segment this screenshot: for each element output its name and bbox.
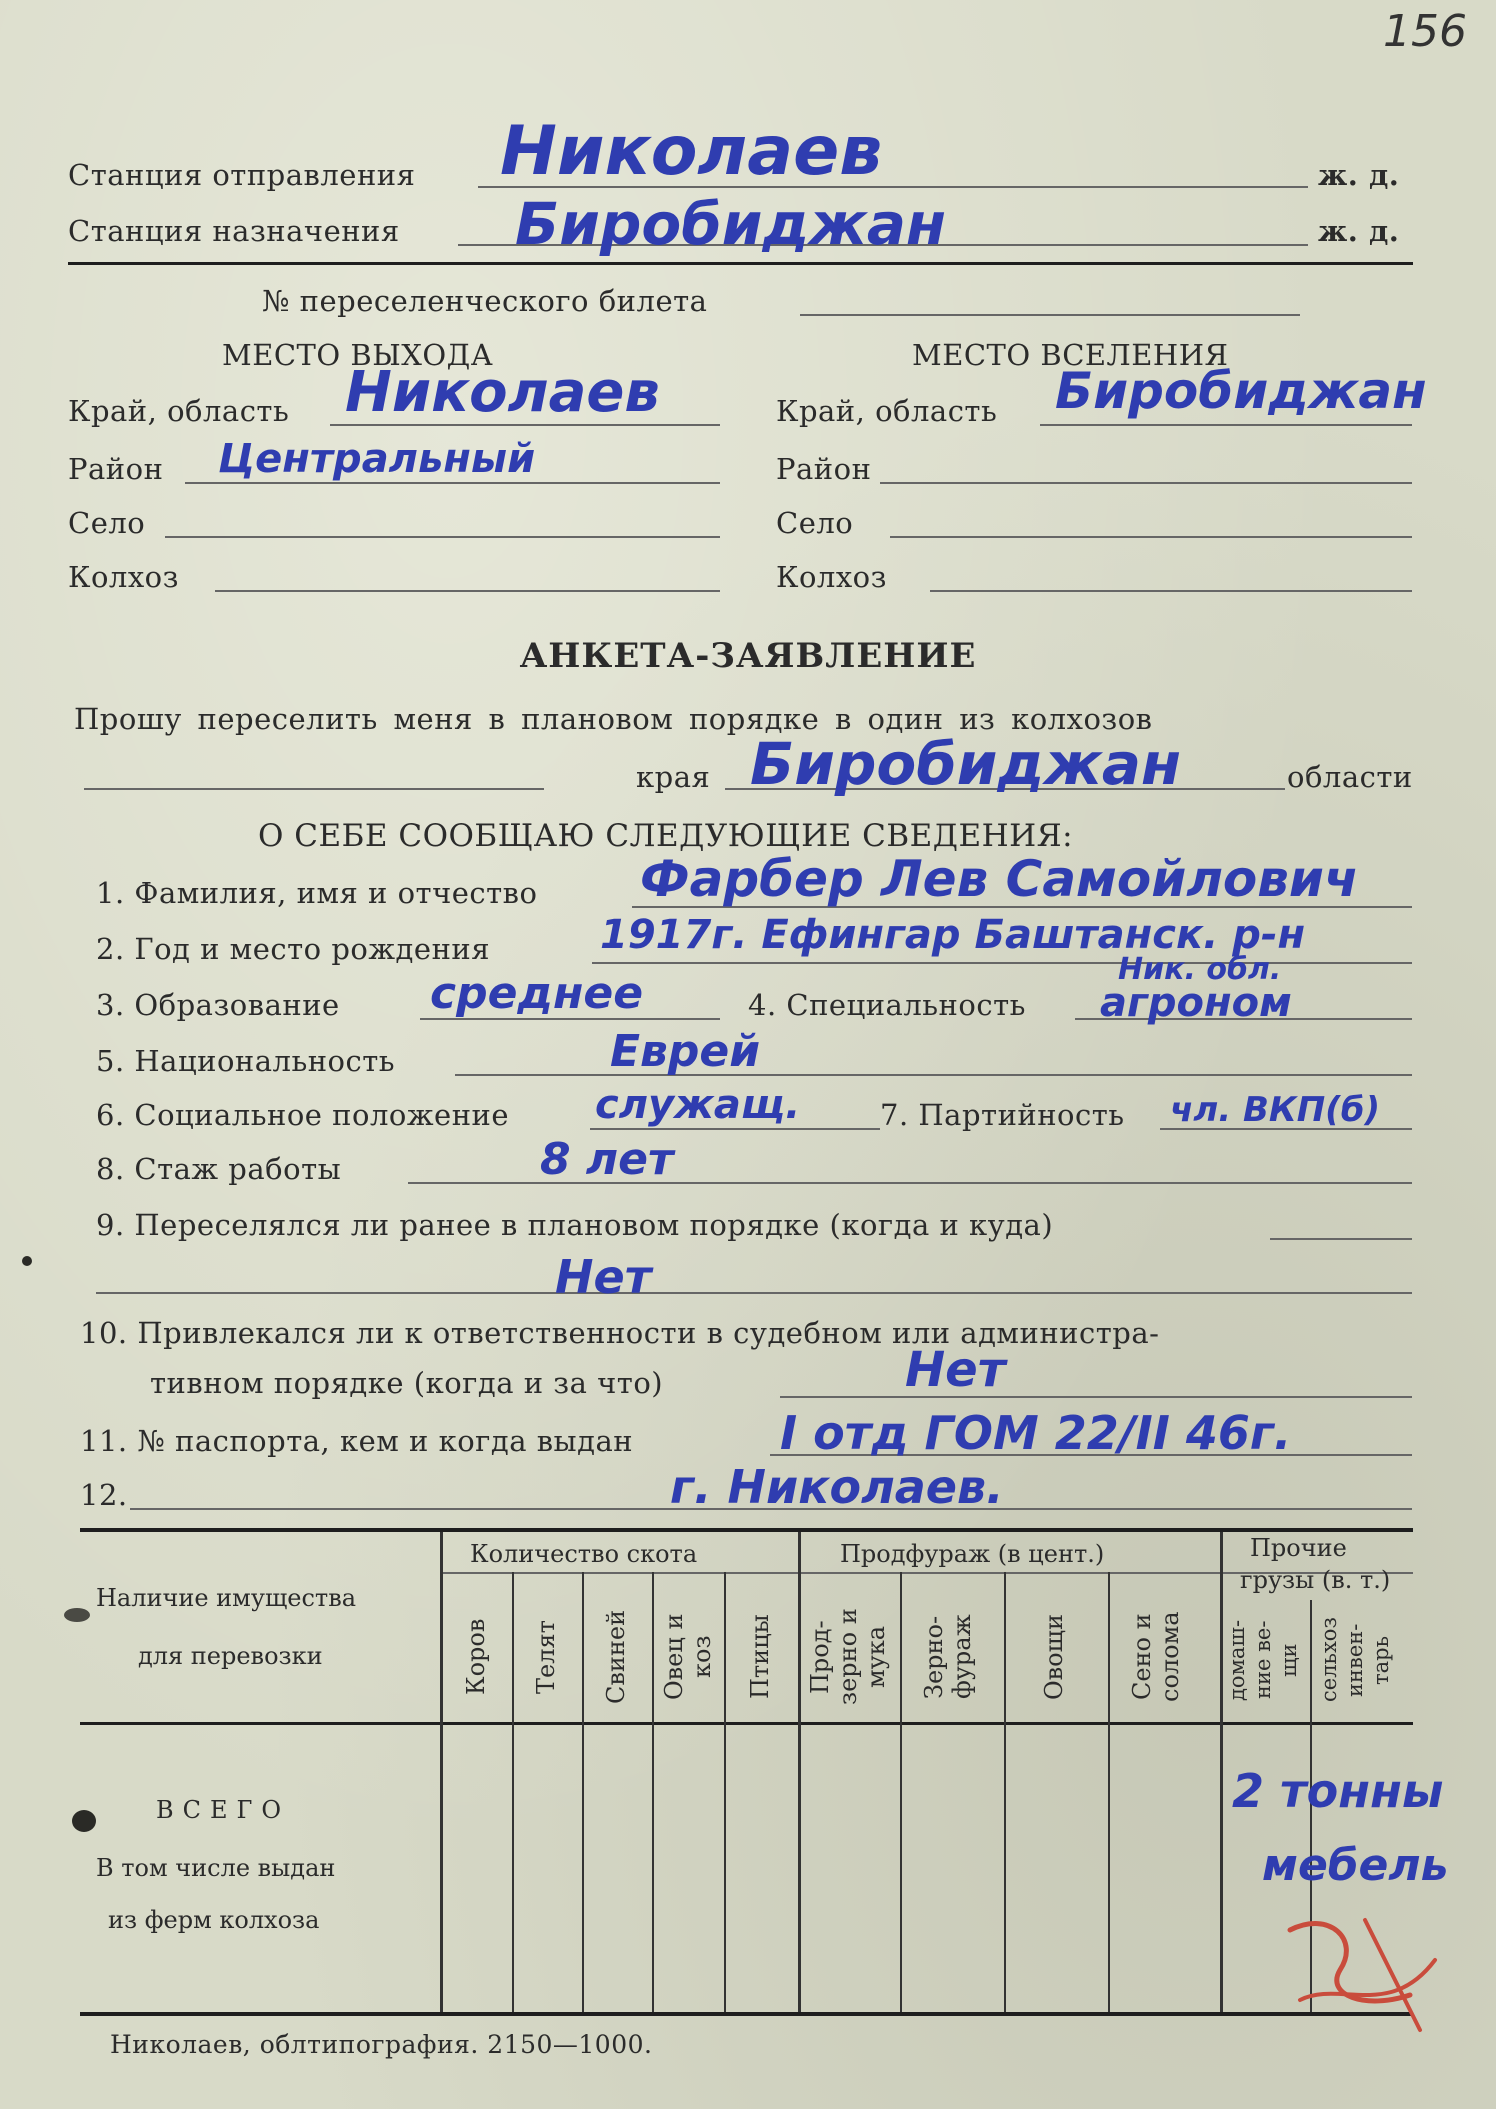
total-label: ВСЕГО bbox=[156, 1796, 291, 1824]
origin-district-value: Центральный bbox=[218, 436, 536, 482]
field-1-label: 1. Фамилия, имя и отчество bbox=[96, 876, 538, 910]
group-fodder: Продфураж (в цент.) bbox=[840, 1540, 1105, 1568]
field-1-value: Фарбер Лев Самойлович bbox=[640, 850, 1359, 908]
destination-station-label: Станция назначения bbox=[68, 214, 400, 248]
included-line-1: В том числе выдан bbox=[96, 1854, 336, 1882]
field-6-line bbox=[590, 1128, 880, 1130]
table-vline bbox=[652, 1572, 654, 2012]
binder-hole bbox=[64, 1608, 90, 1622]
table-vline bbox=[900, 1572, 902, 2012]
group-other-line-1: Прочие bbox=[1250, 1534, 1347, 1562]
request-kray-value: Биробиджан bbox=[750, 730, 1182, 798]
col-cows: Коров bbox=[462, 1618, 490, 1696]
field-9-label: 9. Переселялся ли ранее в плановом порядке (когда и куда) bbox=[96, 1208, 1054, 1242]
table-vline bbox=[1004, 1572, 1006, 2012]
field-10-label-2: тивном порядке (когда и за что) bbox=[150, 1366, 664, 1400]
origin-district-line bbox=[185, 482, 720, 484]
field-2-line bbox=[592, 962, 1412, 964]
row-header-line-2: для перевозки bbox=[138, 1642, 323, 1670]
field-2-value: 1917г. Ефингар Баштанск. р-н bbox=[600, 912, 1306, 958]
field-6-label: 6. Социальное положение bbox=[96, 1098, 510, 1132]
request-oblast-label: области bbox=[1287, 760, 1413, 794]
origin-heading: МЕСТО ВЫХОДА bbox=[222, 338, 494, 372]
home-goods-value-1: 2 тонны bbox=[1232, 1764, 1444, 1818]
field-11-label: 11. № паспорта, кем и когда выдан bbox=[80, 1424, 634, 1458]
col-veg: Овощи bbox=[1040, 1614, 1068, 1700]
top-rule bbox=[68, 262, 1413, 265]
row-header-line-1: Наличие имущества bbox=[96, 1584, 357, 1612]
table-vline bbox=[1220, 1532, 1223, 2012]
destination-station-value: Биробиджан bbox=[515, 190, 947, 258]
field-6-value: служащ. bbox=[595, 1082, 801, 1128]
destination-village-label: Село bbox=[776, 506, 854, 540]
destination-region-line bbox=[1040, 424, 1412, 426]
col-inventory: сельхоз инвен- тарь bbox=[1317, 1617, 1393, 1703]
table-vline bbox=[440, 1532, 443, 2012]
origin-kolkhoz-line bbox=[215, 590, 720, 592]
departure-station-label: Станция отправления bbox=[68, 158, 416, 192]
field-4-value: агроном bbox=[1100, 980, 1292, 1026]
destination-heading: МЕСТО ВСЕЛЕНИЯ bbox=[912, 338, 1229, 372]
col-sheep: Овец и коз bbox=[660, 1613, 716, 1701]
field-2-label: 2. Год и место рождения bbox=[96, 932, 491, 966]
col-home: домаш- ние ве- щи bbox=[1225, 1619, 1301, 1701]
table-top-rule bbox=[80, 1528, 1413, 1532]
binder-hole bbox=[22, 1256, 32, 1266]
field-10-label: 10. Привлекался ли к ответственности в судебном или администра- bbox=[80, 1316, 1160, 1350]
destination-kolkhoz-label: Колхоз bbox=[776, 560, 887, 594]
field-12-label: 12. bbox=[80, 1478, 128, 1512]
home-goods-value-2: мебель bbox=[1262, 1840, 1449, 1891]
destination-region-value: Биробиджан bbox=[1055, 362, 1427, 420]
field-10-line bbox=[780, 1396, 1412, 1398]
field-5-label: 5. Национальность bbox=[96, 1044, 396, 1078]
field-10-value: Нет bbox=[905, 1342, 1006, 1398]
origin-kolkhoz-label: Колхоз bbox=[68, 560, 179, 594]
table-bottom-rule bbox=[80, 2012, 1413, 2016]
binder-hole bbox=[72, 1810, 96, 1832]
field-11-value: I отд ГОМ 22/II 46г. bbox=[780, 1406, 1292, 1460]
ticket-line bbox=[800, 314, 1300, 316]
destination-district-label: Район bbox=[776, 452, 872, 486]
field-12-value: г. Николаев. bbox=[670, 1460, 1004, 1514]
form-title: АНКЕТА-ЗАЯВЛЕНИЕ bbox=[519, 636, 977, 676]
table-vline bbox=[582, 1572, 584, 2012]
table-vline bbox=[798, 1532, 801, 2012]
table-vline bbox=[512, 1572, 514, 2012]
request-kray-label: края bbox=[636, 760, 711, 794]
departure-station-value: Николаев bbox=[500, 112, 883, 191]
origin-region-value: Николаев bbox=[345, 360, 660, 425]
field-9-line-2 bbox=[96, 1292, 1412, 1294]
origin-village-line bbox=[165, 536, 720, 538]
included-line-2: из ферм колхоза bbox=[108, 1906, 320, 1934]
field-7-label: 7. Партийность bbox=[880, 1098, 1125, 1132]
field-8-value: 8 лет bbox=[540, 1134, 674, 1185]
col-calves: Телят bbox=[532, 1620, 560, 1694]
destination-region-label: Край, область bbox=[776, 394, 998, 428]
table-vline bbox=[1108, 1572, 1110, 2012]
red-pencil-mark bbox=[1270, 1900, 1450, 2040]
rail-suffix-1: ж. д. bbox=[1318, 158, 1400, 192]
field-3-label: 3. Образование bbox=[96, 988, 340, 1022]
origin-village-label: Село bbox=[68, 506, 146, 540]
table-vline bbox=[724, 1572, 726, 2012]
field-7-value: чл. ВКП(б) bbox=[1170, 1090, 1380, 1130]
ticket-label: № переселенческого билета bbox=[262, 284, 708, 318]
request-left-line bbox=[84, 788, 544, 790]
group-other-line-2: грузы (в. т.) bbox=[1240, 1566, 1391, 1594]
col-pigs: Свиней bbox=[602, 1609, 630, 1705]
field-5-line bbox=[455, 1074, 1412, 1076]
origin-region-label: Край, область bbox=[68, 394, 290, 428]
field-9-value: Нет bbox=[555, 1250, 652, 1304]
field-4-label: 4. Специальность bbox=[748, 988, 1026, 1022]
destination-district-line bbox=[880, 482, 1412, 484]
field-3-value: среднее bbox=[430, 968, 644, 1019]
table-header-rule bbox=[80, 1722, 1413, 1725]
col-hay: Сено и солома bbox=[1128, 1611, 1184, 1703]
origin-district-label: Район bbox=[68, 452, 164, 486]
col-forage: Зерно- фураж bbox=[920, 1614, 976, 1700]
imprint: Николаев, облтипография. 2150—1000. bbox=[110, 2030, 653, 2059]
rail-suffix-2: ж. д. bbox=[1318, 214, 1400, 248]
destination-village-line bbox=[890, 536, 1412, 538]
field-5-value: Еврей bbox=[610, 1026, 761, 1077]
field-9-line-1 bbox=[1270, 1238, 1412, 1240]
destination-kolkhoz-line bbox=[930, 590, 1412, 592]
page-number: 156 bbox=[1383, 6, 1467, 57]
group-livestock: Количество скота bbox=[470, 1540, 698, 1568]
field-8-label: 8. Стаж работы bbox=[96, 1152, 342, 1186]
field-2-extra: Ник. обл. bbox=[1118, 952, 1282, 987]
col-birds: Птицы bbox=[746, 1614, 774, 1700]
info-heading: О СЕБЕ СООБЩАЮ СЛЕДУЮЩИЕ СВЕДЕНИЯ: bbox=[258, 818, 1074, 854]
col-grain: Прод- зерно и мука bbox=[806, 1608, 890, 1706]
request-line-1: Прошу переселить меня в плановом порядке в один из колхозов bbox=[74, 702, 1153, 736]
